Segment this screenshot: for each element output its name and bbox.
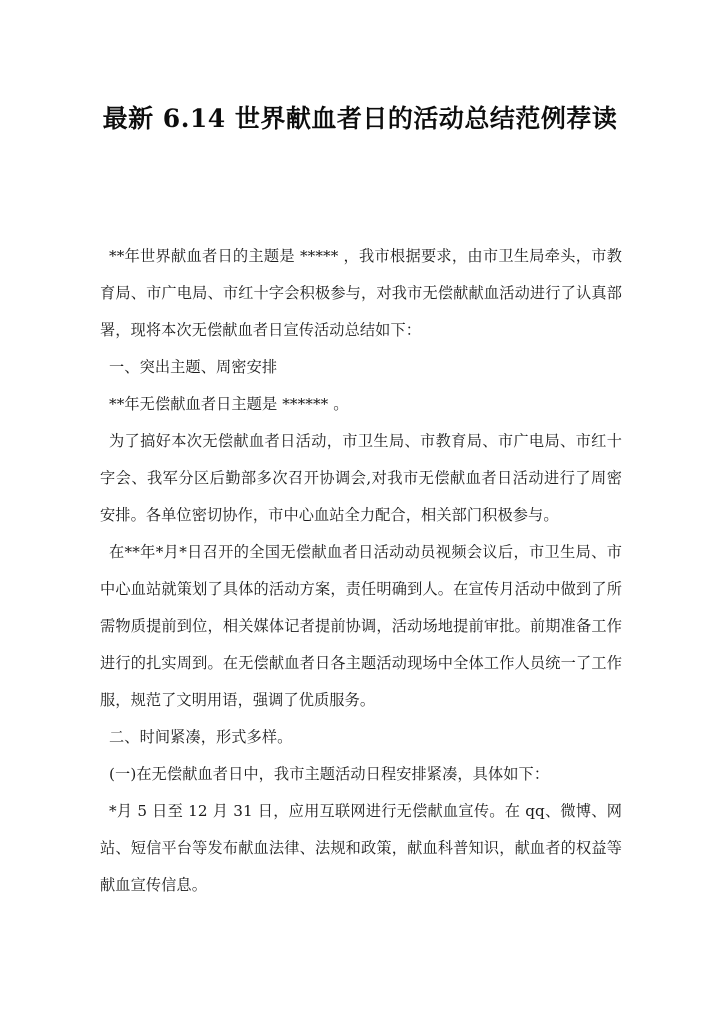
subsection-heading-one: (一)在无偿献血者日中，我市主题活动日程安排紧凑，具体如下： xyxy=(109,765,550,783)
paragraph: 为了搞好本次无偿献血者日活动，市卫生局、市教育局、市广电局、市红十字会、我军分区后勤部多次召开协调会,对我市无偿献血者日活动进行了周密安排。各单位密切协作，市中心血站全力配合，相关部门积极参与。 xyxy=(100,432,622,524)
paragraph: **年世界献血者日的主题是 ***** ，我市根据要求，由市卫生局牵头，市教育局、市广电局、市红十字会积极参与，对我市无偿献献血活动进行了认真部署，现将本次无偿献血者日宣传活动总结如下： xyxy=(100,247,622,339)
document-body xyxy=(100,238,622,904)
paragraph: *月 5 日至 12 月 31 日，应用互联网进行无偿献血宣传。在 qq、微博、网站、短信平台等发布献血法律、法规和政策，献血科普知识，献血者的权益等献血宣传信息。 xyxy=(100,802,622,894)
page-title: 最新 6.14 世界献血者日的活动总结范例荐读 xyxy=(102,103,618,133)
section-heading-one: 一、突出主题、周密安排 xyxy=(109,358,278,376)
paragraph: 在**年*月*日召开的全国无偿献血者日活动动员视频会议后，市卫生局、市中心血站就策划了具体的活动方案，责任明确到人。在宣传月活动中做到了所需物质提前到位，相关媒体记者提前协调，活动场地提前审批。前期准备工作进行的扎实周到。在无偿献血者日各主题活动现场中全体工作人员统一了工作服，规范了文明用语，强调了优质服务。 xyxy=(100,543,622,709)
paragraph: **年无偿献血者日主题是 ****** 。 xyxy=(109,395,349,413)
section-heading-two: 二、时间紧凑，形式多样。 xyxy=(109,728,293,746)
